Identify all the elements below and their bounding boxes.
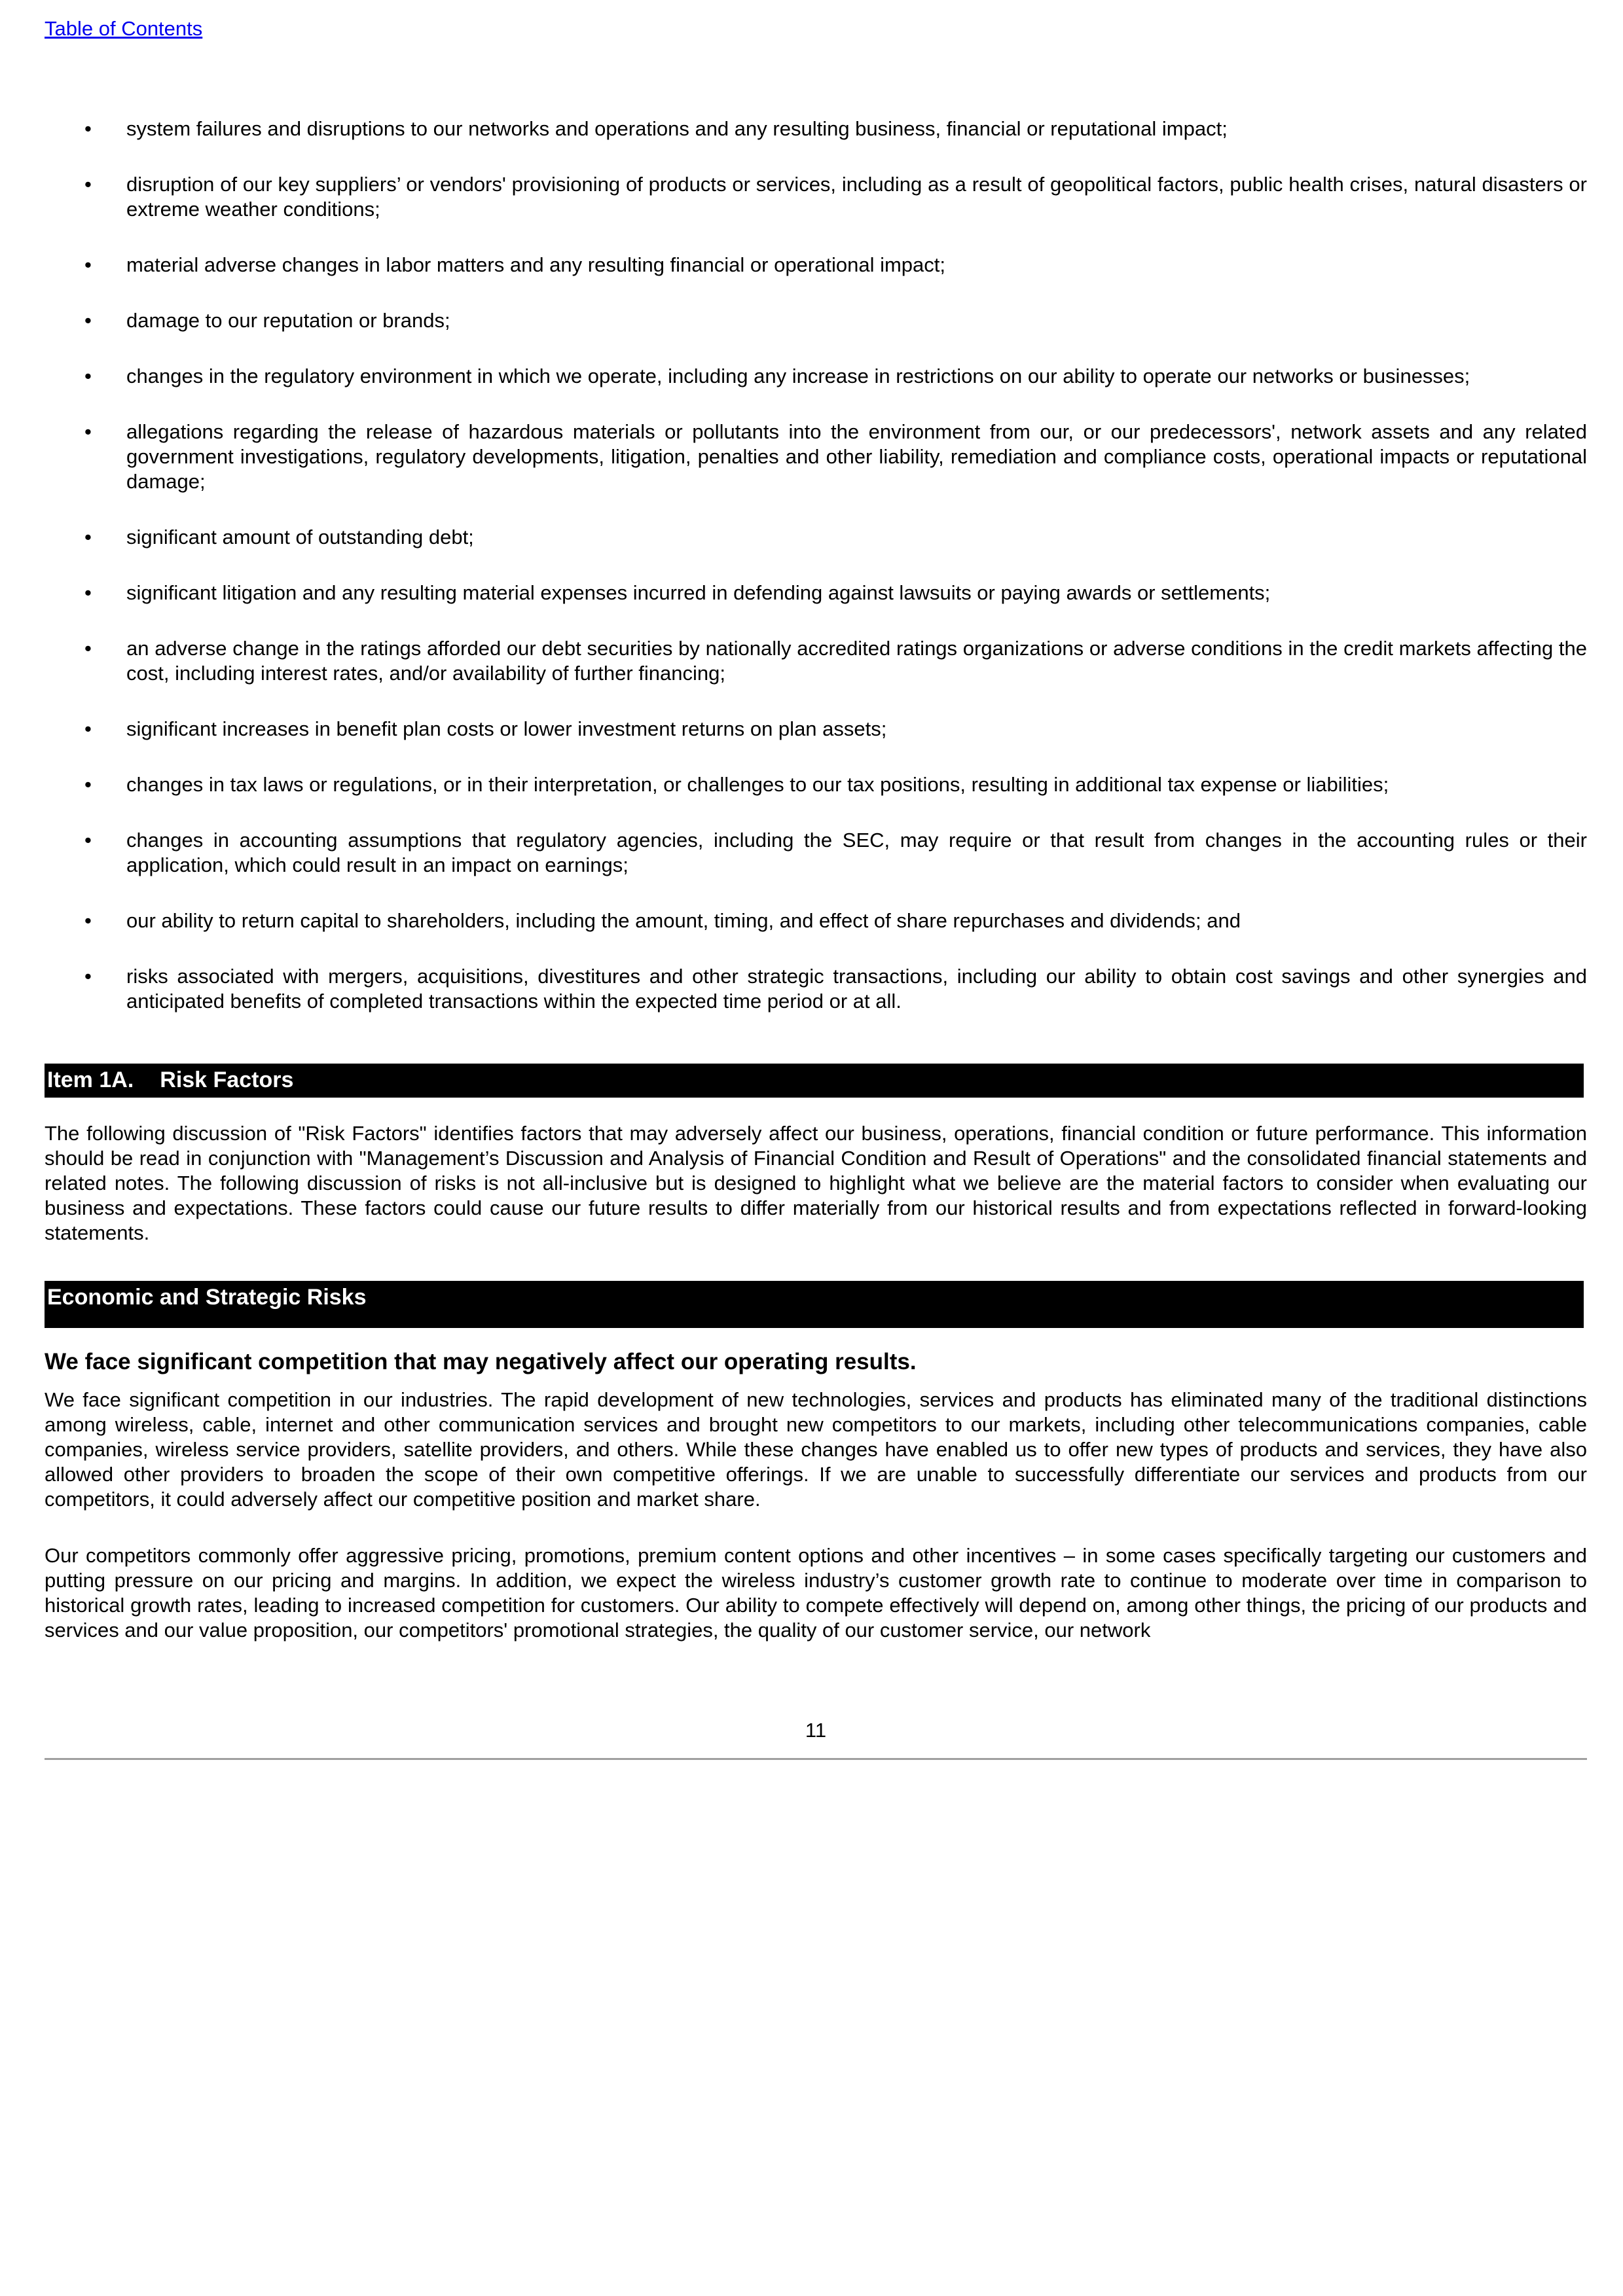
economic-strategic-risks-bar [45, 1281, 1584, 1328]
bullet-icon: • [84, 253, 92, 276]
list-item-text: disruption of our key suppliers’ or vendors' provisioning of products or services, including as a result of geopolitical factors, public health crises, natural disasters or extreme weather conditions; [126, 173, 1587, 221]
list-item [45, 828, 1587, 878]
list-item-text: changes in tax laws or regulations, or in their interpretation, or challenges to our tax positions, resulting in additional tax expense or liabilities; [126, 773, 1389, 796]
list-item [45, 253, 1587, 278]
bullet-icon: • [84, 420, 92, 443]
list-item-text: material adverse changes in labor matters and any resulting financial or operational impact; [126, 253, 946, 276]
list-item [45, 420, 1587, 494]
item-number: Item 1A. [47, 1067, 134, 1092]
list-item [45, 772, 1587, 797]
list-item [45, 636, 1587, 686]
risk-factors-intro-paragraph: The following discussion of "Risk Factors" identifies factors that may adversely affect our business, operations, financial condition or future performance. This information should be read in conjunction with "Management’s Discussion and Analysis of Financial Condition and Result of Operations" and the consolidated financial statements and related notes. The following discussion of risks is not all-inclusive but is designed to highlight what we believe are the material factors to consider when evaluating our business and expectations. These factors could cause our future results to differ materially from our historical results and from expectations reflected in forward-looking statements. [45, 1122, 1587, 1244]
list-item [45, 172, 1587, 222]
bullet-icon: • [84, 909, 92, 932]
list-item [45, 117, 1587, 141]
bullet-icon: • [84, 717, 92, 740]
bullet-icon: • [84, 637, 92, 660]
list-item-text: system failures and disruptions to our networks and operations and any resulting business, financial or reputational impact; [126, 117, 1228, 140]
forward-looking-factors-list [45, 117, 1587, 1045]
list-item-text: risks associated with mergers, acquisitions, divestitures and other strategic transactions, including our ability to obtain cost savings and other synergies and anticipated benefits of completed transactions within the expected time period or at all. [126, 965, 1587, 1013]
list-item-text: significant amount of outstanding debt; [126, 526, 474, 548]
list-item [45, 364, 1587, 389]
list-item [45, 581, 1587, 605]
competition-paragraph-1: We face significant competition in our industries. The rapid development of new technologies, services and products has eliminated many of the traditional distinctions among wireless, cable, internet and other communication services and brought new competitors to our markets, including other telecommunications companies, cable companies, wireless service providers, satellite providers, and others. While these changes have enabled us to offer new types of products and services, they have also allowed other providers to broaden the scope of their own competitive offerings. If we are unable to successfully differentiate our services and products from our competitors, it could adversely affect our competitive position and market share. [45, 1388, 1587, 1511]
bullet-icon: • [84, 309, 92, 332]
bullet-icon: • [84, 365, 92, 387]
list-item [45, 964, 1587, 1014]
list-item-text: allegations regarding the release of hazardous materials or pollutants into the environment from our, or our predecessors', network assets and any related government investigations, regulatory developments, litigation, penalties and other liability, remediation and compliance costs, operational impacts or reputational damage; [126, 420, 1587, 493]
page-divider [45, 1758, 1587, 1760]
list-item-text: our ability to return capital to shareholders, including the amount, timing, and effect of share repurchases and dividends; and [126, 909, 1241, 932]
list-item-text: an adverse change in the ratings afforded our debt securities by nationally accredited ratings organizations or adverse conditions in the credit markets affecting the cost, including interest rates, and/or availability of further financing; [126, 637, 1587, 685]
list-item [45, 308, 1587, 333]
bullet-icon: • [84, 117, 92, 140]
list-item [45, 908, 1587, 933]
list-item-text: changes in the regulatory environment in which we operate, including any increase in restrictions on our ability to operate our networks or businesses; [126, 365, 1470, 387]
list-item [45, 717, 1587, 742]
list-item-text: damage to our reputation or brands; [126, 309, 450, 332]
table-of-contents-link[interactable]: Table of Contents [45, 17, 203, 40]
list-item-text: significant increases in benefit plan costs or lower investment returns on plan assets; [126, 717, 887, 740]
bullet-icon: • [84, 965, 92, 988]
bullet-icon: • [84, 829, 92, 852]
page-number: 11 [805, 1719, 827, 1742]
bullet-icon: • [84, 526, 92, 548]
list-item-text: changes in accounting assumptions that regulatory agencies, including the SEC, may require or that result from changes in the accounting rules or their application, which could result in an impact on earnings; [126, 829, 1587, 876]
list-item-text: significant litigation and any resulting material expenses incurred in defending against lawsuits or paying awards or settlements; [126, 581, 1271, 604]
competition-paragraph-2: Our competitors commonly offer aggressive pricing, promotions, premium content options and other incentives – in some cases specifically targeting our customers and putting pressure on our pricing and margins. In addition, we expect the wireless industry’s customer growth rate to continue to moderate over time in comparison to historical growth rates, leading to increased competition for customers. Our ability to compete effectively will depend on, among other things, the pricing of our products and services and our value proposition, our competitors' promotional strategies, the quality of our customer service, our network [45, 1544, 1587, 1641]
section-title: Economic and Strategic Risks [47, 1285, 367, 1310]
bullet-icon: • [84, 581, 92, 604]
item-title: Risk Factors [160, 1067, 294, 1092]
competition-risk-heading: We face significant competition that may negatively affect our operating results. [45, 1349, 917, 1374]
document-page [45, 0, 1587, 2296]
bullet-icon: • [84, 173, 92, 196]
list-item [45, 525, 1587, 550]
item-1a-section-bar [45, 1064, 1584, 1098]
bullet-icon: • [84, 773, 92, 796]
